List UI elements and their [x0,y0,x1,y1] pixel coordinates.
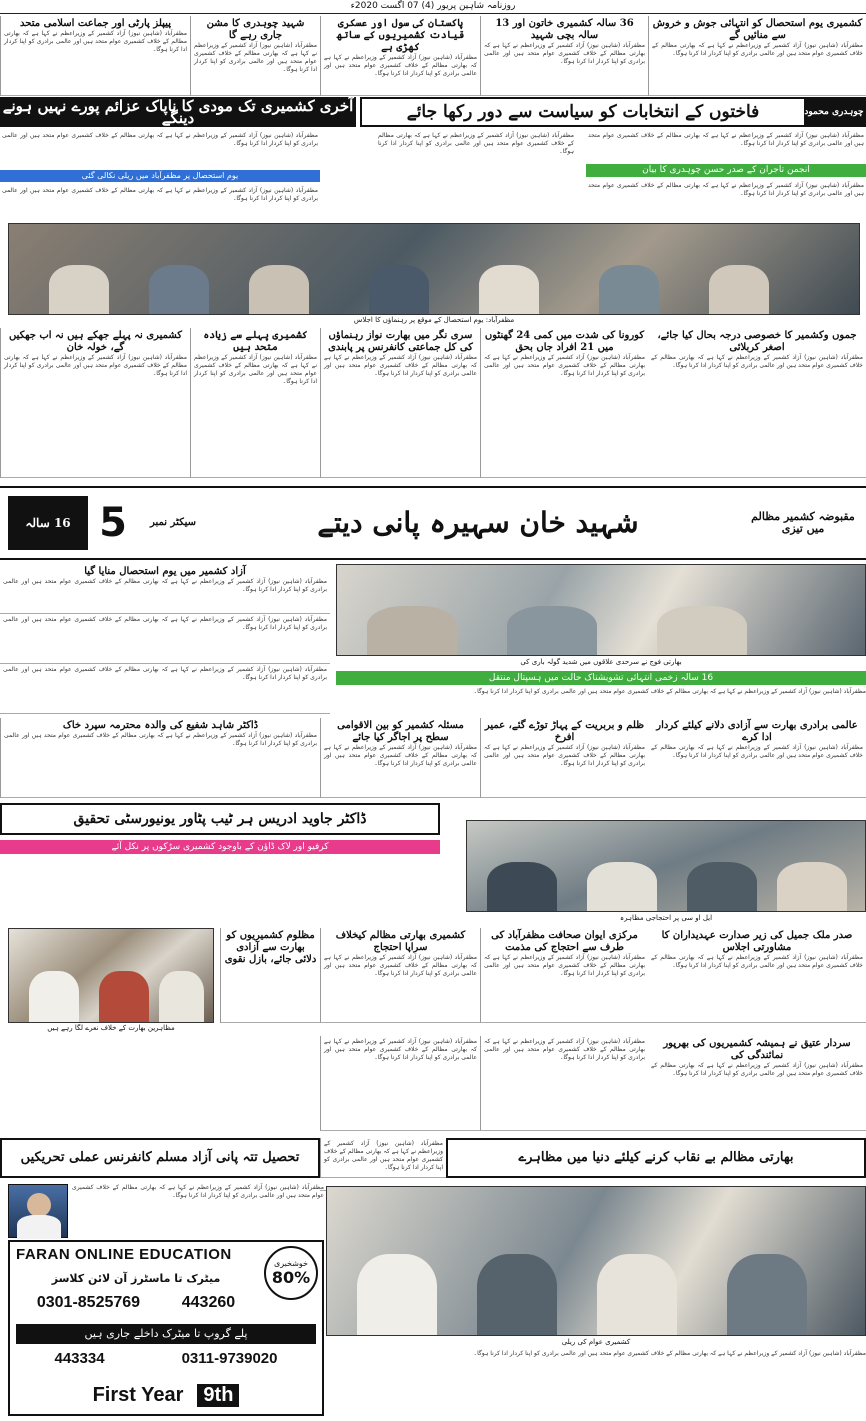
story-body: مظفرآباد (شاہین نیوز) آزاد کشمیر کے وزیراعظم نے کہا ہے کہ بھارتی مظالم کے خلاف کشمیری عوام متحد ہیں اور عالمی برادری کو اپنا کردار ادا کرنا ہوگا۔ [3,616,327,631]
story-body: مظفرآباد (شاہین نیوز) آزاد کشمیر کے وزیراعظم نے کہا ہے کہ بھارتی مظالم کے خلاف کشمیری عوام متحد ہیں اور عالمی برادری کو اپنا کردار ادا کرنا ہوگا۔ [484,354,645,377]
spacer [320,1186,326,1191]
story-body: مظفرآباد (شاہین نیوز) آزاد کشمیر کے وزیراعظم نے کہا ہے کہ بھارتی مظالم کے خلاف کشمیری عوام متحد ہیں اور عالمی برادری کو اپنا کردار ادا کرنا ہوگا۔ [651,744,863,759]
headline: شہید چوہدری کا مشن جاری رہے گا [206,18,305,41]
column-5 [0,16,190,96]
photo-rally [466,820,866,912]
ad-phone[interactable]: 0311-9739020 [181,1350,278,1367]
banner-title: فاختوں کے انتخابات کو سیاست سے دور رکھا جائے [406,102,760,122]
banner-lower-left [0,803,440,835]
story-body: مظفرآباد (شاہین نیوز) آزاد کشمیر کے وزیراعظم نے کہا ہے کہ بھارتی مظالم کے خلاف کشمیری عوام متحد ہیں اور عالمی برادری کو اپنا کردار ادا کرنا ہوگا۔ [473,688,866,695]
headline: 36 سالہ کشمیری خاتون اور 13 سالہ بچی شہید [495,18,634,41]
story-body: مظفرآباد (شاہین نیوز) آزاد کشمیر کے وزیراعظم نے کہا ہے کہ بھارتی مظالم کے خلاف کشمیری عوام متحد ہیں اور عالمی برادری کو اپنا کردار ادا کرنا ہوگا۔ [473,1350,866,1357]
ad-phone[interactable]: 0301-8525769 [36,1294,141,1311]
headline: آزاد کشمیر میں یوم استحصال منایا گیا [84,566,246,577]
headline: کشمیری بھارتی مظالم کیخلاف سراپا احتجاج [335,930,466,953]
headline: صدر ملک جمیل کی زیر صدارت عہدیداران کا مشاورتی اجلاس [661,930,853,953]
banner-tag: چوہدری محمود [804,99,864,125]
photo-caption: مظفرآباد: یوم استحصال کے موقع پر رہنماؤں کا اجلاس [353,316,515,324]
headline: کشمیری یوم استحصال کو انتہائی جوش و خروش سے منائیں گے [652,18,863,41]
story-body: مظفرآباد (شاہین نیوز) آزاد کشمیر کے وزیراعظم نے کہا ہے کہ بھارتی مظالم کے خلاف کشمیری عوام متحد ہیں اور عالمی برادری کو اپنا کردار ادا کرنا ہوگا۔ [4,30,187,53]
story [220,928,320,1023]
story [0,664,330,714]
column-3 [320,16,480,96]
story-body: مظفرآباد (شاہین نیوز) آزاد کشمیر کے وزیراعظم نے کہا ہے کہ بھارتی مظالم کے خلاف کشمیری عوام متحد ہیں اور عالمی برادری کو اپنا کردار ادا کرنا ہوگا۔ [3,578,327,593]
story-body: مظفرآباد (شاہین نیوز) آزاد کشمیر کے وزیراعظم نے کہا ہے کہ بھارتی مظالم کے خلاف کشمیری عوام متحد ہیں اور عالمی برادری کو اپنا کردار ادا کرنا ہوگا۔ [651,1062,863,1077]
ad-discount-label: خوشخبری [273,1259,309,1268]
portrait-photo [8,1184,68,1238]
banner-subtitle-box [748,511,858,535]
headline: پیپلز پارٹی اور جماعت اسلامی متحد [20,18,171,29]
ad-phone[interactable]: 443334 [54,1350,105,1367]
headline: مرکزی ایوان صحافت مظفرآباد کی طرف سے احتجاج کی مذمت [491,930,638,953]
photo-protest [8,928,214,1023]
story [0,328,190,478]
ad-phone-row [16,1350,316,1367]
story-body: مظفرآباد (شاہین نیوز) آزاد کشمیر کے وزیراعظم نے کہا ہے کہ بھارتی مظالم کے خلاف کشمیری عوام متحد ہیں اور عالمی برادری کو اپنا کردار ادا کرنا ہوگا۔ [324,354,477,377]
story [0,718,320,798]
story [649,16,866,96]
story-body: مظفرآباد (شاہین نیوز) آزاد کشمیر کے وزیراعظم نے کہا ہے کہ بھارتی مظالم کے خلاف کشمیری عوام متحد ہیں اور عالمی برادری کو اپنا کردار ادا کرنا ہوگا۔ [588,182,864,197]
column-4 [190,16,320,96]
story-body: مظفرآباد (شاہین نیوز) آزاد کشمیر کے وزیراعظم نے کہا ہے کہ بھارتی مظالم کے خلاف کشمیری عوام متحد ہیں اور عالمی برادری کو اپنا کردار ادا کرنا ہوگا۔ [324,54,477,77]
banner-subtitle: مقبوضہ کشمیر مظالم میں تیزی [751,510,855,535]
headline: ڈاکٹر شاہد شفیع کی والدہ محترمہ سپرد خاک [62,720,259,731]
banner-sector [138,517,208,529]
sector-label: سیکٹر نمبر [149,517,197,528]
banner-title: آخری کشمیری تک مودی کا ناپاک عزائم پورے نہیں ہونے دینگے [2,97,354,127]
story-body: مظفرآباد (شاہین نیوز) آزاد کشمیر کے وزیراعظم نے کہا ہے کہ بھارتی مظالم کے خلاف کشمیری عوام متحد ہیں اور عالمی برادری کو اپنا کردار ادا کرنا ہوگا۔ [72,1184,324,1199]
headline: جموں وکشمیر کا خصوصی درجہ بحال کیا جائے، اصغر کربلائی [657,330,857,353]
story [480,928,648,1023]
headline: مظلوم کشمیریوں کو بھارت سے آزادی دلائی جائے، بازل نقوی [224,930,317,965]
story-band-2 [0,130,866,220]
banner-top-right [360,97,866,127]
photo-caption: ایل او سی پر احتجاجی مظاہرہ [619,914,713,922]
headline: سری نگر میں بھارت نواز رہنماؤں کی کل جماعتی کانفرنس پر پابندی [328,330,473,353]
story-body: مظفرآباد (شاہین نیوز) آزاد کشمیر کے وزیراعظم نے کہا ہے کہ بھارتی مظالم کے خلاف کشمیری عوام متحد ہیں اور عالمی برادری کو اپنا کردار ادا کرنا ہوگا۔ [4,732,317,747]
story-body: مظفرآباد (شاہین نیوز) آزاد کشمیر کے وزیراعظم نے کہا ہے کہ بھارتی مظالم کے خلاف کشمیری عوام متحد ہیں اور عالمی برادری کو اپنا کردار ادا کرنا ہوگا۔ [484,954,645,977]
ad-title: FARAN ONLINE EDUCATION [16,1246,232,1263]
ad-classes [16,1380,316,1410]
ad-discount-badge [264,1246,318,1300]
ad-faran-education [8,1240,324,1416]
photo-bottom [326,1186,866,1336]
story-body: مظفرآباد (شاہین نیوز) آزاد کشمیر کے وزیراعظم نے کہا ہے کہ بھارتی مظالم کے خلاف کشمیری عوام متحد ہیں اور عالمی برادری کو اپنا کردار ادا کرنا ہوگا۔ [324,744,477,767]
headline: کشمیری نہ پہلے جھکے ہیں نہ اب جھکیں گے، خولہ خان [8,330,183,353]
photo-caption: بھارتی فوج نے سرحدی علاقوں میں شدید گولہ باری کی [520,658,682,666]
banner-bottom-left [0,1138,320,1178]
story [648,1036,866,1131]
photo-meeting [8,223,860,315]
masthead-text: روزنامہ شاہین پریور (4) 07 اگست 2020ء [350,1,516,11]
photo-collage [336,564,866,656]
ad-class-9th: 9th [197,1384,239,1407]
highlight-strip: یوم استحصال پر مظفرآباد میں ریلی نکالی گئی [0,170,320,182]
column-2 [480,16,648,96]
story [1,16,190,96]
story-body: مظفرآباد (شاہین نیوز) آزاد کشمیر کے وزیراعظم نے کہا ہے کہ بھارتی مظالم کے خلاف کشمیری عوام متحد ہیں اور عالمی برادری کو اپنا کردار ادا کرنا ہوگا۔ [651,354,863,369]
headline: مسئلہ کشمیر کو بین الاقوامی سطح پر اجاگر کیا جائے [337,720,464,743]
story [320,718,480,798]
story-row-5 [0,1036,866,1131]
masthead [0,0,866,14]
side-stories [0,564,330,714]
column-1 [648,16,866,96]
story-row-3 [0,718,866,798]
banner-title: شہید خان سہیرہ پانی دیتے [317,506,639,539]
banner-title: تحصیل تتہ پانی آزاد مسلم کانفرنس عملی تحریکیں [20,1150,300,1165]
ad-footer: پلے گروپ تا میٹرک داخلے جاری ہیں [16,1324,316,1344]
story-body: مظفرآباد (شاہین نیوز) آزاد کشمیر کے وزیراعظم نے کہا ہے کہ بھارتی مظالم کے خلاف کشمیری عوام متحد ہیں اور عالمی برادری کو اپنا کردار ادا کرنا ہوگا۔ [588,132,864,147]
story [648,718,866,798]
banner-badge: 16 سالہ [8,496,88,550]
headline: ظلم و بربریت کے پہاڑ توڑے گئے، عمیر افرخ [484,720,645,743]
story-body: مظفرآباد (شاہین نیوز) آزاد کشمیر کے وزیراعظم نے کہا ہے کہ بھارتی مظالم کے خلاف کشمیری عوام متحد ہیں اور عالمی برادری کو اپنا کردار ادا کرنا ہوگا۔ [652,42,863,57]
story [648,328,866,478]
story-body: مظفرآباد (شاہین نیوز) آزاد کشمیر کے وزیراعظم نے کہا ہے کہ بھارتی مظالم کے خلاف کشمیری عوام متحد ہیں اور عالمی برادری کو اپنا کردار ادا کرنا ہوگا۔ [3,666,327,681]
banner-middle [0,486,866,560]
story [0,564,330,614]
story [480,718,648,798]
story-body: مظفرآباد (شاہین نیوز) آزاد کشمیر کے وزیراعظم نے کہا ہے کہ بھارتی مظالم کے خلاف کشمیری عوام متحد ہیں اور عالمی برادری کو اپنا کردار ادا کرنا ہوگا۔ [651,954,863,969]
story-body: مظفرآباد (شاہین نیوز) آزاد کشمیر کے وزیراعظم نے کہا ہے کہ بھارتی مظالم کے خلاف کشمیری عوام متحد ہیں اور عالمی برادری کو اپنا کردار ادا کرنا ہوگا۔ [4,354,187,377]
banner-title: ڈاکٹر جاوید ادریس ہر ٹیب پٹاور یونیورسٹی تحقیق [73,811,367,827]
ad-phone-row [16,1294,256,1312]
story-body: مظفرآباد (شاہین نیوز) آزاد کشمیر کے وزیراعظم نے کہا ہے کہ بھارتی مظالم کے خلاف کشمیری عوام متحد ہیں اور عالمی برادری کو اپنا کردار ادا کرنا ہوگا۔ [2,132,318,147]
highlight-strip: انجمن تاجران کے صدر حسن چوہدری کا بیان [586,164,866,177]
story [320,1138,446,1178]
story [320,928,480,1023]
headline: پاکستان کی سول اور عسکری قیادت کشمیریوں کے ساتھ کھڑی ہے [336,18,465,53]
story-body: مظفرآباد (شاہین نیوز) آزاد کشمیر کے وزیراعظم نے کہا ہے کہ بھارتی مظالم کے خلاف کشمیری عوام متحد ہیں اور عالمی برادری کو اپنا کردار ادا کرنا ہوگا۔ [194,354,317,385]
story [481,16,648,96]
story-body: مظفرآباد (شاہین نیوز) آزاد کشمیر کے وزیراعظم نے کہا ہے کہ بھارتی مظالم کے خلاف کشمیری عوام متحد ہیں اور عالمی برادری کو اپنا کردار ادا کرنا ہوگا۔ [324,1140,443,1171]
banner-top-left [0,97,356,127]
headline: عالمی برادری بھارت سے آزادی دلانے کیلئے کردار ادا کرے [656,720,858,743]
highlight-strip: کرفیو اور لاک ڈاؤن کے باوجود کشمیری سڑکوں پر نکل آئے [0,840,440,854]
ad-class-first-year: First Year [92,1383,184,1406]
story-body: مظفرآباد (شاہین نیوز) آزاد کشمیر کے وزیراعظم نے کہا ہے کہ بھارتی مظالم کے خلاف کشمیری عوام متحد ہیں اور عالمی برادری کو اپنا کردار ادا کرنا ہوگا۔ [324,954,477,977]
banner-number: 5 [99,500,127,546]
story [480,1036,648,1131]
headline: کشمیری پہلے سے زیادہ متحد ہیں [203,330,308,353]
ad-phone[interactable]: 443260 [181,1294,236,1311]
ad-tagline: میٹرک تا ماسٹرز آن لائن کلاسز [51,1272,221,1285]
banner-title: بھارتی مظالم بے نقاب کرنے کیلئے دنیا میں مظاہرے [518,1150,794,1165]
story-row-2 [0,328,866,478]
story [480,328,648,478]
highlight-strip: 16 سالہ زخمی انتہائی تشویشناک حالت میں ہسپتال منتقل [336,671,866,685]
photo-caption: کشمیری عوام کی ریلی [561,1338,631,1346]
headline: کورونا کی شدت میں کمی 24 گھنٹوں میں 21 افراد جاں بحق [484,330,645,353]
story-body: مظفرآباد (شاہین نیوز) آزاد کشمیر کے وزیراعظم نے کہا ہے کہ بھارتی مظالم کے خلاف کشمیری عوام متحد ہیں اور عالمی برادری کو اپنا کردار ادا کرنا ہوگا۔ [484,1038,645,1061]
photo-caption: مظاہرین بھارت کے خلاف نعرے لگا رہے ہیں [47,1024,175,1032]
headline: سردار عتیق نے ہمیشہ کشمیریوں کی بھرپور نمائندگی کی [663,1038,851,1061]
story [321,16,480,96]
story-body: مظفرآباد (شاہین نیوز) آزاد کشمیر کے وزیراعظم نے کہا ہے کہ بھارتی مظالم کے خلاف کشمیری عوام متحد ہیں اور عالمی برادری کو اپنا کردار ادا کرنا ہوگا۔ [378,132,574,155]
story-body: مظفرآباد (شاہین نیوز) آزاد کشمیر کے وزیراعظم نے کہا ہے کہ بھارتی مظالم کے خلاف کشمیری عوام متحد ہیں اور عالمی برادری کو اپنا کردار ادا کرنا ہوگا۔ [2,187,318,202]
story [320,328,480,478]
story-body: مظفرآباد (شاہین نیوز) آزاد کشمیر کے وزیراعظم نے کہا ہے کہ بھارتی مظالم کے خلاف کشمیری عوام متحد ہیں اور عالمی برادری کو اپنا کردار ادا کرنا ہوگا۔ [484,42,645,65]
story-body: مظفرآباد (شاہین نیوز) آزاد کشمیر کے وزیراعظم نے کہا ہے کہ بھارتی مظالم کے خلاف کشمیری عوام متحد ہیں اور عالمی برادری کو اپنا کردار ادا کرنا ہوگا۔ [484,744,645,767]
story [190,328,320,478]
story [191,16,320,96]
story [0,614,330,664]
banner-bottom-right [446,1138,866,1178]
story-body: مظفرآباد (شاہین نیوز) آزاد کشمیر کے وزیراعظم نے کہا ہے کہ بھارتی مظالم کے خلاف کشمیری عوام متحد ہیں اور عالمی برادری کو اپنا کردار ادا کرنا ہوگا۔ [324,1038,477,1061]
story-body: مظفرآباد (شاہین نیوز) آزاد کشمیر کے وزیراعظم نے کہا ہے کہ بھارتی مظالم کے خلاف کشمیری عوام متحد ہیں اور عالمی برادری کو اپنا کردار ادا کرنا ہوگا۔ [194,42,317,73]
ad-discount-value: 80% [271,1268,311,1287]
story [648,928,866,1023]
story [320,1036,480,1131]
